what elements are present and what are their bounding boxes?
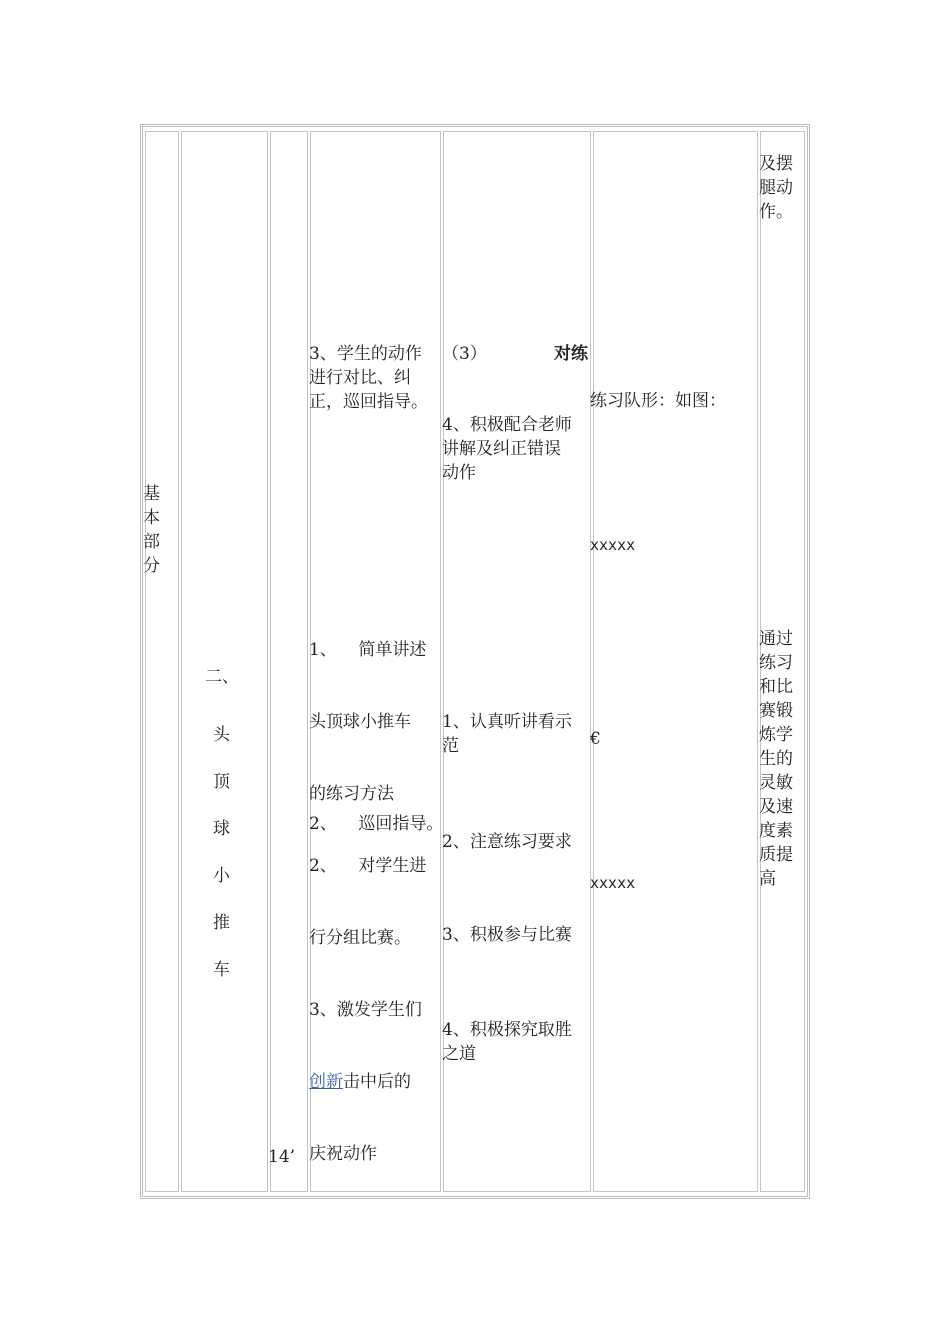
notes-top: 及摆 腿动 作。	[759, 154, 793, 222]
student-item3: （3） 对练	[442, 344, 588, 364]
time-value: 14’	[268, 1147, 296, 1167]
formation-symbol: €	[590, 729, 601, 749]
content-column	[181, 131, 268, 1192]
item-number: 二、	[205, 667, 239, 687]
notes-bottom: 通过 练习 和比 赛锻 炼学 生的 灵敏 及速 度素 质提 高	[759, 629, 793, 889]
time-column	[270, 131, 308, 1192]
formation-row-1: xxxxx	[590, 536, 636, 554]
student-item4: 4、积极配合老师 讲解及纠正错误 动作	[442, 415, 572, 483]
teacher-part4: 2、 巡回指导。	[309, 814, 444, 834]
section-column	[145, 131, 179, 1192]
organization-column	[593, 131, 758, 1192]
innovation-link[interactable]: 创新	[309, 1072, 343, 1092]
item-name: 头 顶 球 小 推 车	[213, 725, 230, 980]
student-list-1: 1、认真听讲看示 范	[442, 712, 572, 756]
formation-label: 练习队形：如图：	[590, 391, 726, 411]
student-list-3: 3、积极参与比赛	[442, 925, 572, 945]
teacher-part2: 1、 简单讲述 头顶球小推车 的练习方法 2、 对学生进 行分组比赛。 3、激发学生们 创新击中后的 庆祝动作	[309, 640, 427, 1164]
section-label: 基 本 部 分	[143, 484, 160, 576]
student-list-2: 2、注意练习要求	[442, 832, 572, 852]
student-list-4: 4、积极探究取胜 之道	[442, 1020, 572, 1064]
teacher-part1: 3、学生的动作 进行对比、纠 正，巡回指导。	[309, 344, 428, 412]
formation-row-2: xxxxx	[590, 874, 636, 892]
